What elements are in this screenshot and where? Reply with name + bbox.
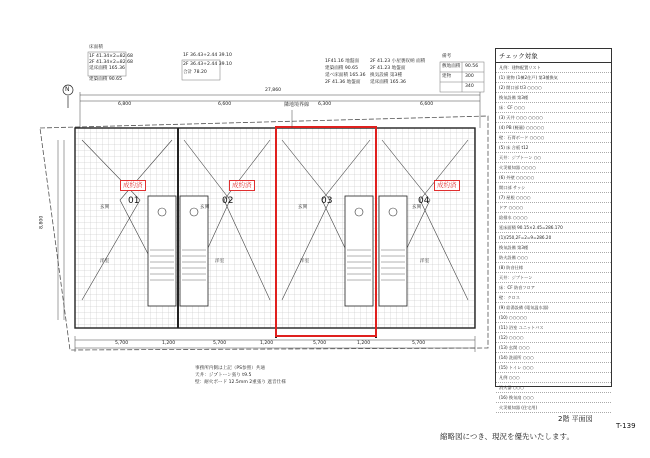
legend-row: (3) 天井 ○○○ ○○○○ [496,113,611,123]
contracted-badge-04: 成約済 [434,180,460,191]
info-a-line-1: 床面積 [89,45,103,50]
legend-row: (13) 玄関 ○○○ [496,343,611,353]
note-line-1: 事務所内側は上記（PS参照）共通 [195,366,266,371]
info-a-line-5: 建築面積 90.65 [89,77,122,82]
legend-row: 火災報知器 ○○○○ [496,163,611,173]
legend-row: 開口部 サッシ [496,183,611,193]
info-a-line-2: 1F 41.34×2=82.68 [89,54,133,59]
table-cell-1: 敷地面積 [442,64,461,69]
table-cell-3: 建物 [442,74,452,79]
legend-panel [495,48,612,410]
legend-row: 換気設備 第3種 [496,243,611,253]
legend-row: 床：CF 防音フロア [496,283,611,293]
legend-row: 凡例 ○○○ [496,373,611,383]
legend-row: 床：CF ○○○ [496,103,611,113]
legend-row: 壁：石膏ボード ○○○○ [496,133,611,143]
hall-label-01: 玄関 [100,205,110,210]
info-c-line-2: 建築面積 90.65 [325,66,358,71]
left-dimension: 8,800 [39,215,45,229]
legend-row: 換気設備 第3種 [496,93,611,103]
info-a-line-4: 延床面積 165.36 [89,66,125,71]
top-dimension-1: 6,800 [118,102,132,107]
legend-row: 天井：ジプトーン ○○ [496,153,611,163]
hall-label-04: 玄関 [412,205,422,210]
bottom-dimension-6: 1,200 [357,341,371,346]
legend-row: (1)/250,2F=2=9=286.20 [496,233,611,243]
legend-row: (16) 換気扇 ○○○ [496,393,611,403]
info-d-line-3: 換気設備 第3種 [370,73,402,78]
legend-row: (2) 開口部 t/3 ○○○○ [496,83,611,93]
bottom-dimension-3: 5,700 [213,341,227,346]
drawing-number: T-139 [616,422,636,430]
legend-title: チェック対象 [496,49,611,63]
room-label-01: 洋室 [100,259,110,264]
table-cell-5: 340 [465,84,474,89]
legend-row: (15) トイレ ○○○ [496,363,611,373]
room-label-04: 洋室 [420,259,430,264]
legend-row: (6) 外壁 ○○○○○ [496,173,611,183]
room-label-03: 洋室 [300,259,310,264]
info-c-line-4: 2F 41.36 地盤面 [325,80,361,85]
top-dimension-2: 6,600 [218,102,232,107]
disclaimer-note: 縮略図につき、現況を優先いたします。 [440,432,574,441]
legend-row: 給排水 ○○○○ [496,213,611,223]
info-b-line-2: 2F 36.43+2.44 39.10 [183,62,232,67]
legend-row: (14) 洗面所 ○○○ [496,353,611,363]
legend-row: (11) 浴室 ユニットバス [496,323,611,333]
boundary-callout: 隣地境界線 [284,102,310,108]
legend-row: 火災報知器 (住宅用) [496,403,611,413]
contracted-badge-02: 成約済 [229,180,255,191]
info-c-line-3: 延べ床面積 165.36 [325,73,366,78]
top-dimension-3: 6,300 [318,102,332,107]
legend-row: (8) 防音仕様 [496,263,611,273]
info-b-line-3: 合計 78.20 [183,70,207,75]
unit-number-01: 01 [128,196,140,206]
legend-row: 壁：クロス [496,293,611,303]
bottom-dimension-1: 5,700 [115,341,129,346]
legend-row: 消火器 ○○○ [496,383,611,393]
bottom-dimension-4: 1,200 [260,341,274,346]
info-c-line-1: 1F41.16 地盤面 [325,59,359,64]
table-cell-4: 300 [465,74,474,79]
top-dimension-4: 6,600 [420,102,434,107]
legend-row: ドア ○○○○ [496,203,611,213]
overall-dimension: 27,860 [265,88,282,93]
legend-row: (10) ○○○○○ [496,313,611,323]
legend-row: (5) 床 合板 t12 [496,143,611,153]
room-label-02: 洋室 [215,259,225,264]
note-line-3: 壁：耐火ボード 12.5mm 2重張り 遮音仕様 [195,380,286,385]
bottom-dimension-7: 5,700 [412,341,426,346]
legend-row: 延床面積 90.15×2.45=286.170 [496,223,611,233]
bottom-dimension-5: 5,700 [313,341,327,346]
contracted-badge-01: 成約済 [120,180,146,191]
table-cell-2: 90.56 [465,64,479,69]
info-a-line-3: 2F 41.34×2=82.68 [89,60,133,65]
unit-number-04: 04 [418,196,430,206]
info-b-line-1: 1F 36.43+2.44 39.10 [183,53,232,58]
legend-row: (1) 建物 (1棟2住戸) 第3種換気 [496,73,611,83]
north-label: N [65,86,70,93]
legend-row: (9) 給湯設備 (電気温水器) [496,303,611,313]
hall-label-02: 玄関 [200,205,210,210]
legend-row: 凡例：建物配置リスト [496,63,611,73]
legend-rows [496,63,611,413]
legend-row: (12) ○○○○ [496,333,611,343]
unit-number-03: 03 [321,196,333,206]
unit-number-02: 02 [222,196,234,206]
info-d-line-1: 2F 41.23 小屋裏収納 面積 [370,59,426,64]
table-title: 備考 [442,54,452,59]
note-line-2: 天井：ジプトーン張り t9.5 [195,373,252,378]
legend-row: (4) PB (軽量) ○○○○○ [496,123,611,133]
legend-row: 天井：ジプトーン [496,273,611,283]
drawing-title: 2階 平面図 [558,415,593,423]
info-d-line-2: 2F 41.23 地盤面 [370,66,406,71]
bottom-dimension-2: 1,200 [162,341,176,346]
hall-label-03: 玄関 [298,205,308,210]
legend-row: (7) 屋根 ○○○○ [496,193,611,203]
info-d-line-4: 延床面積 165.36 [370,80,406,85]
legend-row: 防火設備 ○○○ [496,253,611,263]
